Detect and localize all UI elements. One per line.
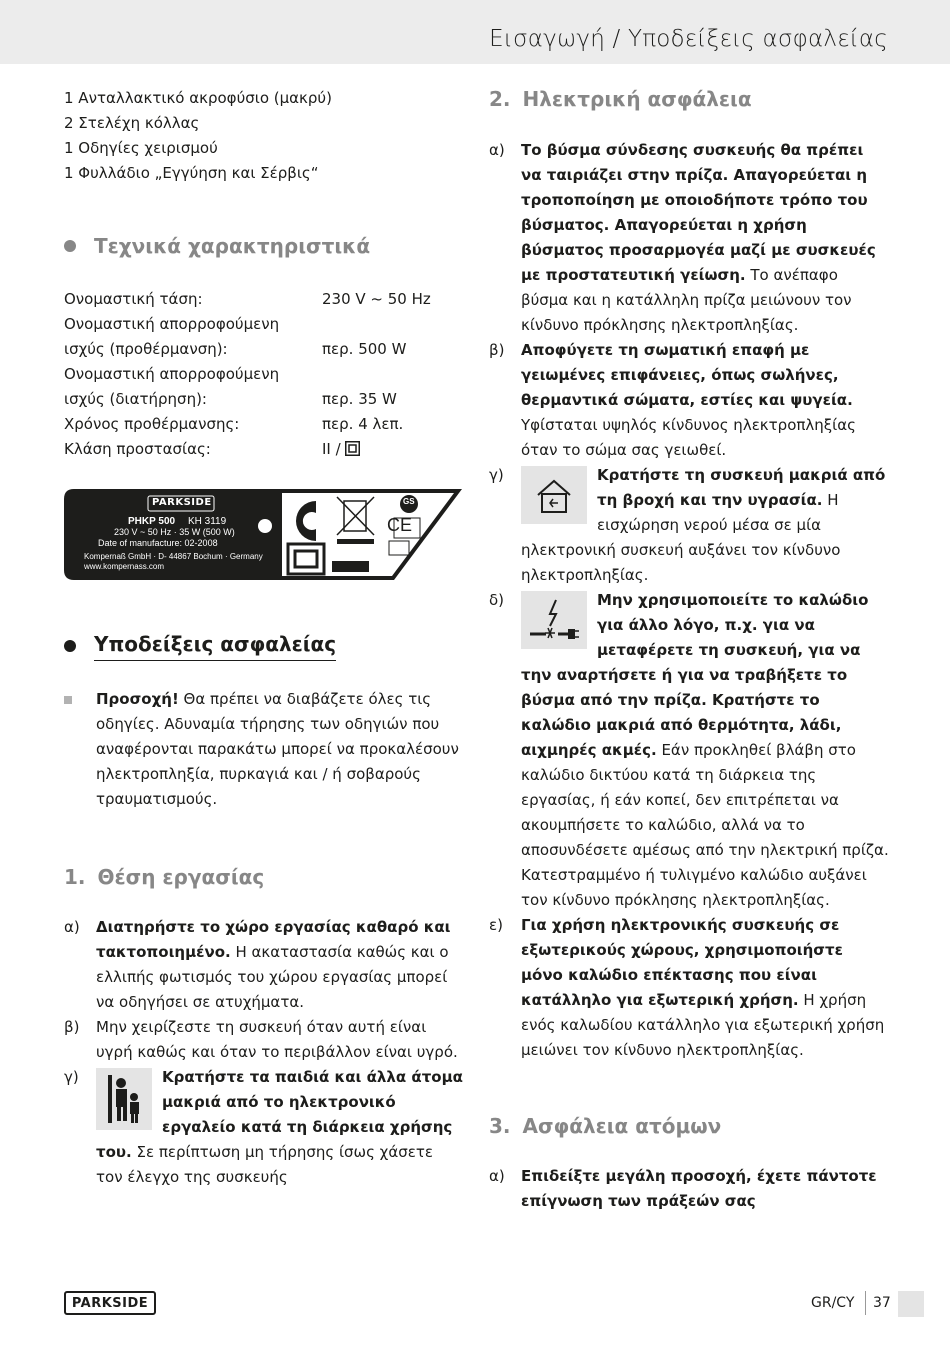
item-label: ε) xyxy=(489,916,503,934)
item-label: α) xyxy=(489,1167,505,1185)
s2-item-d xyxy=(489,588,889,913)
spec-key: Ονομαστική απορροφούμενη xyxy=(64,365,280,383)
spec-table xyxy=(64,287,464,462)
item-label: γ) xyxy=(489,466,504,484)
safety-title: Υποδείξεις ασφαλείας xyxy=(94,631,336,661)
s2-item-b xyxy=(489,338,889,463)
item-text xyxy=(521,588,889,913)
spec-value xyxy=(322,437,360,462)
footer-brand-logo: PARKSIDE xyxy=(64,1291,156,1315)
spec-value: περ. 4 λεπ. xyxy=(322,415,404,433)
item-plain: Σε περίπτωση μη τήρησης ίσως χάσετε τον έλεγχο της συσκευής xyxy=(96,1143,433,1186)
scope-item: 1 Φυλλάδιο „Εγγύηση και Σέρβις“ xyxy=(64,164,319,182)
item-bold: Διατηρήστε το χώρο εργασίας καθαρό και τακτοποιημένο. xyxy=(96,918,451,961)
rating-model: PHKP 500 xyxy=(128,516,176,527)
right-column xyxy=(489,86,889,1214)
rating-company: Kompernaß GmbH · D- 44867 Bochum · Germany xyxy=(84,552,263,561)
item-bold: Επιδείξτε μεγάλη προσοχή, έχετε πάντοτε επίγνωση των πράξεών σας xyxy=(521,1167,877,1210)
tech-title: Τεχνικά χαρακτηριστικά xyxy=(94,234,371,258)
s1-item-c xyxy=(64,1065,464,1190)
s1-item-a xyxy=(64,915,464,1015)
item-label: δ) xyxy=(489,591,505,609)
item-plain: Υφίσταται υψηλός κίνδυνος ηλεκτροπληξίας όταν το σώμα σας γειωθεί. xyxy=(521,416,856,459)
item-text: Μην χειρίζεστε τη συσκευή όταν αυτή είναι υγρή καθώς και όταν το περιβάλλον είναι υγρό. xyxy=(96,1018,458,1061)
s2-title: Ηλεκτρική ασφάλεια xyxy=(522,87,752,111)
item-plain: Εάν προκληθεί βλάβη στο καλώδιο δικτύου κατά τη διάρκεια της εργασίας, ή εάν κοπεί, δεν επιτρέπεται να ακουμπήσετε το καλώδιο, αλλά να το αποσυνδέσετε αμέσως από την ηλεκτρική πρίζα. Κατεστραμμένο ή τυλιγμένο καλώδιο αυξάνει τον κίνδυνο πρόκλησης ηλεκτροπληξίας. xyxy=(521,741,889,909)
page-header-title: Εισαγωγή / Υποδείξεις ασφαλείας xyxy=(489,26,888,52)
rating-kh: KH 3119 xyxy=(188,516,227,527)
ce-mark: CE xyxy=(387,515,413,535)
bullet-dot-icon xyxy=(64,240,76,252)
rating-power: 230 V ~ 50 Hz · 35 W (500 W) xyxy=(114,527,235,537)
scope-item: 1 Οδηγίες χειρισμού xyxy=(64,139,218,157)
item-bold: Κρατήστε τα παιδιά και άλλα άτομα μακριά από το ηλεκτρονικό εργαλείο κατά τη διάρκεια χρήσης του. xyxy=(96,1068,463,1161)
s1-number: 1. xyxy=(64,865,86,889)
item-bold: Αποφύγετε τη σωματική επαφή με γειωμένες επιφάνειες, όπως σωλήνες, θερμαντικά σώματα, εστίες και ψυγεία. xyxy=(521,341,853,409)
spec-row xyxy=(64,437,464,462)
left-column xyxy=(64,86,464,462)
house-rain-icon xyxy=(521,466,587,524)
item-label: α) xyxy=(64,918,80,936)
tech-heading xyxy=(64,233,464,259)
spec-row xyxy=(64,312,464,337)
rating-date: Date of manufacture: 02-2008 xyxy=(98,538,218,548)
spec-key: ισχύς (διατήρηση): xyxy=(64,390,207,408)
item-plain: Το ανέπαφο βύσμα και η κατάλληλη πρίζα μειώνουν τον κίνδυνο πρόκλησης ηλεκτροπληξίας. xyxy=(521,266,852,334)
item-label: β) xyxy=(64,1018,80,1036)
item-bold: Κρατήστε τη συσκευή μακριά από τη βροχή και την υγρασία. xyxy=(597,466,886,509)
s3-number: 3. xyxy=(489,1114,511,1138)
spec-value: 230 V ~ 50 Hz xyxy=(322,290,431,308)
spec-value: περ. 35 W xyxy=(322,390,397,408)
spec-row xyxy=(64,337,464,362)
rating-web: www.kompernass.com xyxy=(84,562,165,571)
item-bold: Για χρήση ηλεκτρονικής συσκευής σε εξωτερικούς χώρους, χρησιμοποιήστε μόνο καλώδιο επέκτασης που είναι κατάλληλο για εξωτερική χρήση. xyxy=(521,916,843,1009)
item-text xyxy=(521,338,889,463)
footer-language: GR/CY xyxy=(811,1295,855,1311)
spec-key: Ονομαστική απορροφούμενη xyxy=(64,315,280,333)
scope-list xyxy=(64,86,464,186)
spec-value: περ. 500 W xyxy=(322,340,407,358)
rating-plate xyxy=(64,489,462,580)
item-text xyxy=(96,915,464,1015)
item-plain: Η ακαταστασία καθώς και ο ελλιπής φωτισμός του χώρου εργασίας μπορεί να οδηγήσει σε ατυχήματα. xyxy=(96,943,449,1011)
s2-number: 2. xyxy=(489,87,511,111)
s1-item-b xyxy=(64,1015,464,1065)
attention-block xyxy=(64,687,464,812)
item-text xyxy=(521,138,889,338)
spec-row xyxy=(64,412,464,437)
spec-key: Κλάση προστασίας: xyxy=(64,440,211,458)
spec-key: Χρόνος προθέρμανσης: xyxy=(64,415,240,433)
s3-heading xyxy=(489,1113,889,1139)
footer-page-number: 37 xyxy=(873,1295,891,1311)
item-label: α) xyxy=(489,141,505,159)
item-bold: Μην χρησιμοποιείτε το καλώδιο για άλλο λόγο, π.χ. για να μεταφέρετε τη συσκευή, για να την αναρτήσετε ή για να τραβήξετε το βύσμα από την πρίζα. Κρατήστε το καλώδιο μακριά από θερμότητα, λάδι, αιχμηρές ακμές. xyxy=(521,591,869,759)
protection-class-text: II / xyxy=(322,440,346,458)
s3-item-a xyxy=(489,1164,889,1214)
item-text xyxy=(521,463,889,588)
footer-separator xyxy=(865,1291,866,1315)
attention-text: Θα πρέπει να διαβάζετε όλες τις οδηγίες. Αδυναμία τήρησης των οδηγιών που αναφέρονται παρακάτω μπορεί να προκαλέσουν ηλεκτροπληξία, πυρκαγιά και / ή σοβαρούς τραυματισμούς. xyxy=(96,690,459,808)
cable-damage-icon xyxy=(521,591,587,649)
spec-row xyxy=(64,362,464,387)
attention-bold: Προσοχή! xyxy=(96,690,179,708)
item-text xyxy=(96,1065,464,1190)
item-label: β) xyxy=(489,341,505,359)
protection-class-ii-icon xyxy=(345,441,360,456)
s2-item-e xyxy=(489,913,889,1063)
gs-mark: GS xyxy=(403,497,415,506)
s1-title: Θέση εργασίας xyxy=(97,865,265,889)
left-column-lower xyxy=(64,631,464,1190)
item-label: γ) xyxy=(64,1068,79,1086)
s1-heading xyxy=(64,864,464,890)
attention-paragraph xyxy=(96,687,464,812)
scope-item: 2 Στελέχη κόλλας xyxy=(64,114,200,132)
rating-brand: PARKSIDE xyxy=(152,497,212,508)
item-text xyxy=(521,913,889,1063)
keep-children-away-icon xyxy=(96,1068,152,1130)
scope-item: 1 Ανταλλακτικό ακροφύσιο (μακρύ) xyxy=(64,89,332,107)
s2-heading xyxy=(489,86,889,112)
spec-row xyxy=(64,387,464,412)
spec-key: Ονομαστική τάση: xyxy=(64,290,203,308)
safety-heading xyxy=(64,631,464,661)
item-bold: Το βύσμα σύνδεσης συσκευής θα πρέπει να ταιριάζει στην πρίζα. Απαγορεύεται η τροποποίηση με οποιοδήποτε τρόπο του βύσματος. Απαγορεύεται η χρήση βύσματος προσαρμογέα μαζί με συσκευές με προστατευτική γείωση. xyxy=(521,141,876,284)
square-bullet-icon xyxy=(64,687,96,812)
item-plain: Η χρήση ενός καλωδίου κατάλληλο για εξωτερική χρήση μειώνει τον κίνδυνο ηλεκτροπληξίας. xyxy=(521,991,885,1059)
footer-tab-marker xyxy=(898,1291,924,1317)
spec-row xyxy=(64,287,464,312)
spec-key: ισχύς (προθέρμανση): xyxy=(64,340,228,358)
s2-item-c xyxy=(489,463,889,588)
item-plain: Η εισχώρηση νερού μέσα σε μία ηλεκτρονική συσκευή αυξάνει τον κίνδυνο ηλεκτροπληξίας. xyxy=(521,491,841,584)
s2-item-a xyxy=(489,138,889,338)
s3-title: Ασφάλεια ατόμων xyxy=(522,1114,722,1138)
bullet-dot-icon xyxy=(64,640,76,652)
